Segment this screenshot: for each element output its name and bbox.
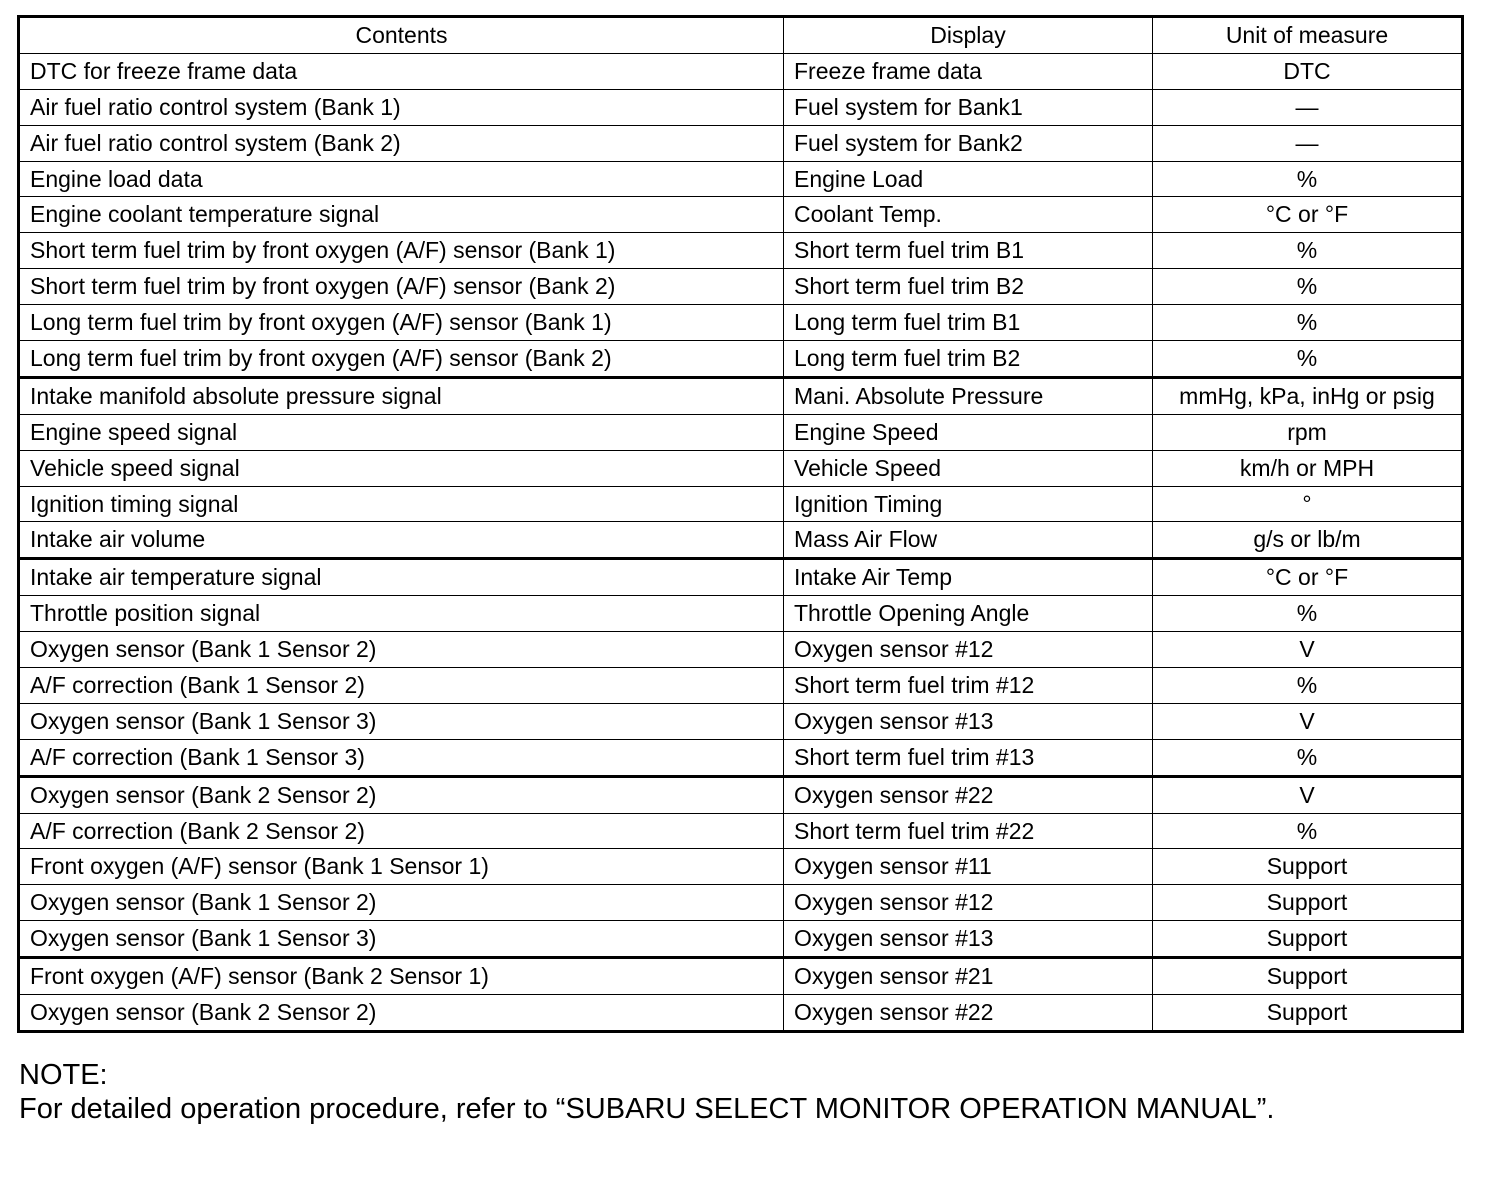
cell-contents: A/F correction (Bank 1 Sensor 3) <box>19 739 784 776</box>
cell-contents: Throttle position signal <box>19 596 784 632</box>
table-row <box>19 596 1463 632</box>
cell-display: Short term fuel trim B2 <box>784 269 1153 305</box>
cell-contents: Front oxygen (A/F) sensor (Bank 1 Sensor 1) <box>19 849 784 885</box>
cell-unit: Support <box>1153 958 1463 995</box>
table-row <box>19 559 1463 596</box>
table-row <box>19 89 1463 125</box>
cell-display: Long term fuel trim B1 <box>784 305 1153 341</box>
cell-contents: Vehicle speed signal <box>19 450 784 486</box>
cell-contents: Intake air temperature signal <box>19 559 784 596</box>
header-contents: Contents <box>19 17 784 54</box>
note-heading: NOTE: <box>19 1059 108 1091</box>
cell-unit: V <box>1153 703 1463 739</box>
cell-contents: Short term fuel trim by front oxygen (A/F) sensor (Bank 1) <box>19 233 784 269</box>
cell-display: Vehicle Speed <box>784 450 1153 486</box>
cell-unit: % <box>1153 596 1463 632</box>
cell-display: Fuel system for Bank2 <box>784 125 1153 161</box>
cell-contents: Oxygen sensor (Bank 2 Sensor 2) <box>19 995 784 1032</box>
cell-unit: rpm <box>1153 414 1463 450</box>
cell-display: Fuel system for Bank1 <box>784 89 1153 125</box>
cell-contents: Engine speed signal <box>19 414 784 450</box>
table-row <box>19 341 1463 378</box>
cell-contents: Oxygen sensor (Bank 1 Sensor 2) <box>19 632 784 668</box>
cell-unit: — <box>1153 89 1463 125</box>
cell-display: Mani. Absolute Pressure <box>784 377 1153 414</box>
cell-contents: Oxygen sensor (Bank 1 Sensor 2) <box>19 885 784 921</box>
table-row <box>19 958 1463 995</box>
table-row <box>19 813 1463 849</box>
cell-unit: Support <box>1153 921 1463 958</box>
cell-contents: DTC for freeze frame data <box>19 53 784 89</box>
cell-unit: mmHg, kPa, inHg or psig <box>1153 377 1463 414</box>
table-row <box>19 414 1463 450</box>
cell-unit: Support <box>1153 995 1463 1032</box>
cell-contents: Air fuel ratio control system (Bank 2) <box>19 125 784 161</box>
cell-display: Freeze frame data <box>784 53 1153 89</box>
table-row <box>19 305 1463 341</box>
table-row <box>19 885 1463 921</box>
table-row <box>19 161 1463 197</box>
cell-unit: Support <box>1153 849 1463 885</box>
cell-display: Short term fuel trim #22 <box>784 813 1153 849</box>
cell-contents: Ignition timing signal <box>19 486 784 522</box>
cell-display: Engine Speed <box>784 414 1153 450</box>
table-row <box>19 197 1463 233</box>
cell-display: Throttle Opening Angle <box>784 596 1153 632</box>
table-row <box>19 668 1463 704</box>
cell-unit: DTC <box>1153 53 1463 89</box>
cell-unit: g/s or lb/m <box>1153 522 1463 559</box>
cell-unit: °C or °F <box>1153 197 1463 233</box>
cell-display: Oxygen sensor #22 <box>784 776 1153 813</box>
cell-unit: % <box>1153 341 1463 378</box>
cell-unit: % <box>1153 269 1463 305</box>
cell-contents: Air fuel ratio control system (Bank 1) <box>19 89 784 125</box>
cell-unit: % <box>1153 813 1463 849</box>
table-row <box>19 269 1463 305</box>
cell-display: Oxygen sensor #21 <box>784 958 1153 995</box>
cell-contents: Oxygen sensor (Bank 1 Sensor 3) <box>19 703 784 739</box>
cell-display: Short term fuel trim #13 <box>784 739 1153 776</box>
cell-contents: Short term fuel trim by front oxygen (A/F) sensor (Bank 2) <box>19 269 784 305</box>
cell-unit: ° <box>1153 486 1463 522</box>
cell-unit: Support <box>1153 885 1463 921</box>
cell-unit: V <box>1153 632 1463 668</box>
cell-contents: Oxygen sensor (Bank 1 Sensor 3) <box>19 921 784 958</box>
cell-display: Oxygen sensor #12 <box>784 885 1153 921</box>
cell-display: Short term fuel trim #12 <box>784 668 1153 704</box>
cell-unit: % <box>1153 739 1463 776</box>
cell-contents: Intake manifold absolute pressure signal <box>19 377 784 414</box>
table-body <box>19 53 1463 1031</box>
cell-display: Mass Air Flow <box>784 522 1153 559</box>
cell-unit: % <box>1153 161 1463 197</box>
table-row <box>19 739 1463 776</box>
header-unit-of-measure: Unit of measure <box>1153 17 1463 54</box>
cell-display: Engine Load <box>784 161 1153 197</box>
cell-unit: % <box>1153 305 1463 341</box>
cell-unit: °C or °F <box>1153 559 1463 596</box>
cell-contents: Front oxygen (A/F) sensor (Bank 2 Sensor 1) <box>19 958 784 995</box>
cell-display: Coolant Temp. <box>784 197 1153 233</box>
note-section <box>19 1058 1274 1126</box>
table-row <box>19 522 1463 559</box>
table-row <box>19 486 1463 522</box>
table-row <box>19 450 1463 486</box>
cell-display: Ignition Timing <box>784 486 1153 522</box>
cell-unit: V <box>1153 776 1463 813</box>
table-row <box>19 632 1463 668</box>
table-row <box>19 921 1463 958</box>
cell-display: Oxygen sensor #13 <box>784 703 1153 739</box>
table-row <box>19 125 1463 161</box>
cell-display: Long term fuel trim B2 <box>784 341 1153 378</box>
cell-unit: km/h or MPH <box>1153 450 1463 486</box>
table-row <box>19 233 1463 269</box>
cell-unit: % <box>1153 668 1463 704</box>
cell-contents: Long term fuel trim by front oxygen (A/F) sensor (Bank 2) <box>19 341 784 378</box>
table-row <box>19 849 1463 885</box>
cell-display: Oxygen sensor #22 <box>784 995 1153 1032</box>
cell-contents: Engine coolant temperature signal <box>19 197 784 233</box>
cell-contents: A/F correction (Bank 1 Sensor 2) <box>19 668 784 704</box>
cell-display: Oxygen sensor #12 <box>784 632 1153 668</box>
cell-display: Intake Air Temp <box>784 559 1153 596</box>
cell-contents: A/F correction (Bank 2 Sensor 2) <box>19 813 784 849</box>
cell-unit: — <box>1153 125 1463 161</box>
cell-contents: Engine load data <box>19 161 784 197</box>
cell-contents: Long term fuel trim by front oxygen (A/F) sensor (Bank 1) <box>19 305 784 341</box>
freeze-frame-data-table <box>17 15 1464 1033</box>
note-text: For detailed operation procedure, refer to “SUBARU SELECT MONITOR OPERATION MANUAL”. <box>19 1093 1275 1125</box>
table-row <box>19 377 1463 414</box>
cell-contents: Intake air volume <box>19 522 784 559</box>
cell-unit: % <box>1153 233 1463 269</box>
table-row <box>19 703 1463 739</box>
table-row <box>19 776 1463 813</box>
table-row <box>19 53 1463 89</box>
table-row <box>19 995 1463 1032</box>
cell-contents: Oxygen sensor (Bank 2 Sensor 2) <box>19 776 784 813</box>
cell-display: Oxygen sensor #11 <box>784 849 1153 885</box>
header-display: Display <box>784 17 1153 54</box>
cell-display: Oxygen sensor #13 <box>784 921 1153 958</box>
cell-display: Short term fuel trim B1 <box>784 233 1153 269</box>
table-header-row <box>19 17 1463 54</box>
